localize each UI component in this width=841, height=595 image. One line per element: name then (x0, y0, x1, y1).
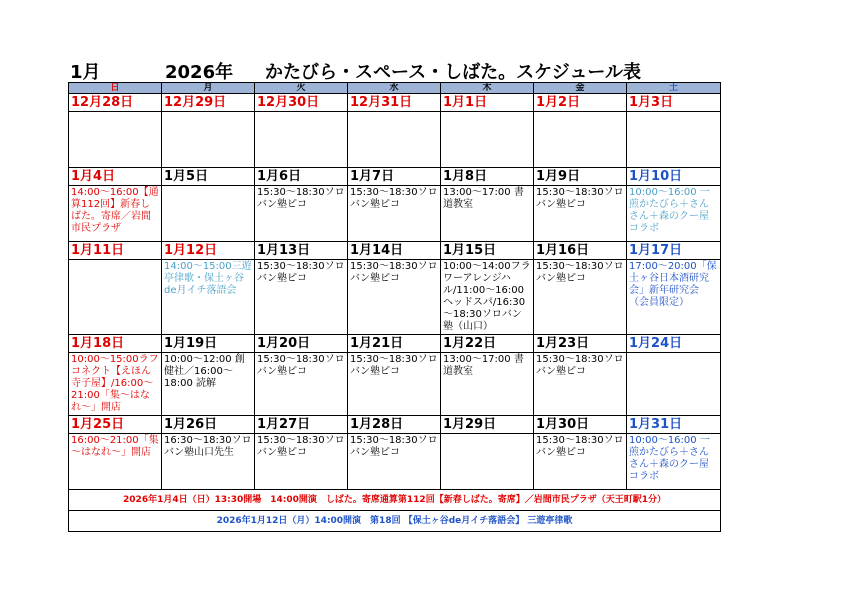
week-5-dates (69, 416, 721, 434)
date-cell: 1月9日 (534, 168, 627, 186)
month-label: 1月 (70, 62, 101, 83)
event-cell (162, 112, 255, 168)
schedule-title: かたびら・スペース・しばた。スケジュール表 (265, 62, 642, 83)
note-1-part1: 2026年1月4日（日）13:30開場 14:00開演 しばた。寄席通算第112回 (123, 495, 435, 505)
event-cell: 15:30～18:30ソロバン塾ピコ (255, 434, 348, 490)
event-cell: 15:30～18:30ソロバン塾ピコ (348, 434, 441, 490)
date-cell: 1月23日 (534, 335, 627, 353)
event-cell (255, 112, 348, 168)
date-cell: 1月11日 (69, 242, 162, 260)
event-cell: 15:30～18:30ソロバン塾ピコ (348, 260, 441, 335)
event-cell: 15:30～18:30ソロバン塾ピコ (255, 260, 348, 335)
event-cell (627, 112, 721, 168)
date-cell: 1月3日 (627, 94, 721, 112)
event-cell: 15:30～18:30ソロバン塾ピコ (255, 353, 348, 416)
event-cell: 17:00～20:00「保土ヶ谷日本酒研究会」新年研究会（会員限定） (627, 260, 721, 335)
date-cell: 12月29日 (162, 94, 255, 112)
event-cell: 15:30～18:30ソロバン塾ピコ (534, 260, 627, 335)
event-cell (627, 353, 721, 416)
weekday-tue: 火 (255, 83, 348, 94)
date-cell: 1月17日 (627, 242, 721, 260)
event-cell: 16:30～18:30ソロバン塾山口先生 (162, 434, 255, 490)
week-4-dates (69, 335, 721, 353)
date-cell: 1月6日 (255, 168, 348, 186)
week-2-dates (69, 168, 721, 186)
date-cell: 1月27日 (255, 416, 348, 434)
event-cell (162, 186, 255, 242)
date-cell: 1月16日 (534, 242, 627, 260)
event-cell (69, 260, 162, 335)
date-cell: 1月12日 (162, 242, 255, 260)
date-cell: 1月19日 (162, 335, 255, 353)
event-cell: 15:30～18:30ソロバン塾ピコ (348, 353, 441, 416)
date-cell: 1月20日 (255, 335, 348, 353)
event-cell: 15:30～18:30ソロバン塾ピコ (255, 186, 348, 242)
date-cell: 1月25日 (69, 416, 162, 434)
date-cell: 1月1日 (441, 94, 534, 112)
date-cell: 12月28日 (69, 94, 162, 112)
date-cell: 1月26日 (162, 416, 255, 434)
event-cell: 14:00～16:00【通算112回】新春しばた。寄席／岩間市民プラザ (69, 186, 162, 242)
date-cell: 1月22日 (441, 335, 534, 353)
date-cell: 1月30日 (534, 416, 627, 434)
event-cell: 13:00～17:00 書道教室 (441, 186, 534, 242)
event-cell: 10:00～14:00フラワーアレンジハル/11:00～16:00ヘッドスパ/16:30～18:30ソロバン塾（山口） (441, 260, 534, 335)
event-cell: 15:30～18:30ソロバン塾ピコ (348, 186, 441, 242)
date-cell: 1月14日 (348, 242, 441, 260)
week-3-dates (69, 242, 721, 260)
date-cell: 1月5日 (162, 168, 255, 186)
week-1-dates (69, 94, 721, 112)
date-cell: 1月4日 (69, 168, 162, 186)
page-title (70, 58, 720, 82)
week-2-events (69, 186, 721, 242)
event-cell: 13:00～17:00 書道教室 (441, 353, 534, 416)
event-cell: 15:30～18:30ソロバン塾ピコ (534, 186, 627, 242)
date-cell: 1月28日 (348, 416, 441, 434)
date-cell: 1月8日 (441, 168, 534, 186)
calendar-table (68, 82, 721, 532)
date-cell: 1月29日 (441, 416, 534, 434)
week-5-events (69, 434, 721, 490)
weekday-mon: 月 (162, 83, 255, 94)
date-cell: 1月10日 (627, 168, 721, 186)
weekday-fri: 金 (534, 83, 627, 94)
date-cell: 12月31日 (348, 94, 441, 112)
event-cell: 15:30～18:30ソロバン塾ピコ (534, 434, 627, 490)
event-cell (441, 112, 534, 168)
event-cell: 10:00～16:00 一煎かたびら＋さんさん＋森のクー屋コラボ (627, 186, 721, 242)
event-cell: 14:00～15:00三遊亭律歌・保土ヶ谷de月イチ落語会 (162, 260, 255, 335)
event-cell: 10:00～12:00 創健社／16:00～18:00 読解 (162, 353, 255, 416)
event-cell: 10:00～16:00 一煎かたびら＋さんさん＋森のクー屋コラボ (627, 434, 721, 490)
date-cell: 1月18日 (69, 335, 162, 353)
event-cell (69, 112, 162, 168)
weekday-header-row (69, 83, 721, 94)
week-4-events (69, 353, 721, 416)
date-cell: 1月24日 (627, 335, 721, 353)
date-cell: 1月2日 (534, 94, 627, 112)
note-1-part2: 【新春しばた。寄席】／岩間市民プラザ（天王町駅1分） (434, 495, 666, 505)
event-cell: 10:00～15:00ラフコネクト【えほん寺子屋】/16:00～21:00「集～はなれ～」開店 (69, 353, 162, 416)
event-cell (534, 112, 627, 168)
event-cell (441, 434, 534, 490)
week-3-events (69, 260, 721, 335)
weekday-sat: 土 (627, 83, 721, 94)
date-cell: 1月15日 (441, 242, 534, 260)
weekday-sun: 日 (69, 83, 162, 94)
date-cell: 12月30日 (255, 94, 348, 112)
weekday-thu: 木 (441, 83, 534, 94)
note-row-1 (69, 490, 721, 511)
date-cell: 1月21日 (348, 335, 441, 353)
event-cell: 16:00～21:00「集～はなれ～」開店 (69, 434, 162, 490)
date-cell: 1月13日 (255, 242, 348, 260)
event-cell: 15:30～18:30ソロバン塾ピコ (534, 353, 627, 416)
week-1-events (69, 112, 721, 168)
weekday-wed: 水 (348, 83, 441, 94)
note-row-2 (69, 511, 721, 532)
event-cell (348, 112, 441, 168)
year-label: 2026年 (165, 62, 234, 83)
note-2: 2026年1月12日（月）14:00開演 第18回 【保土ヶ谷de月イチ落語会】 三遊亭律歌 (69, 511, 721, 532)
date-cell: 1月31日 (627, 416, 721, 434)
note-1 (69, 490, 721, 511)
date-cell: 1月7日 (348, 168, 441, 186)
